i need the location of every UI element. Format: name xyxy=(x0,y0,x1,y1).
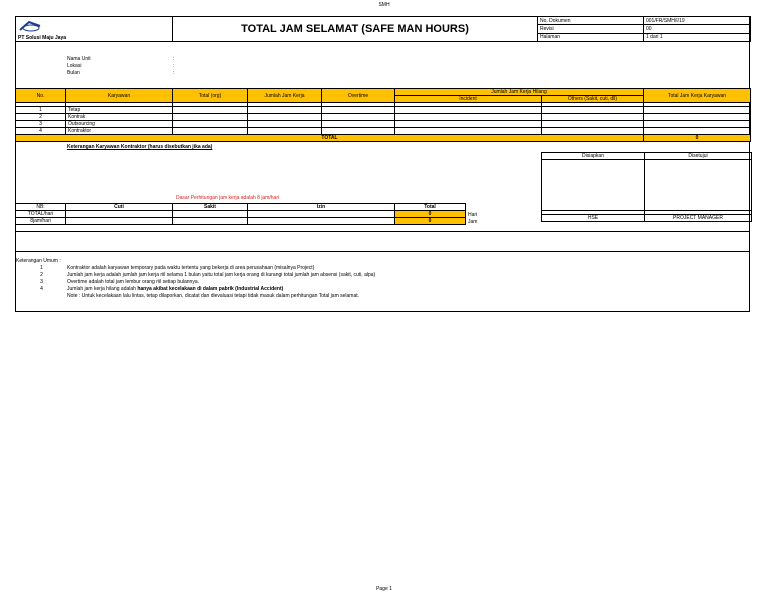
col-total: Total (org) xyxy=(173,89,248,103)
kontraktor-note: Keterangan Karyawan Kontraktor (harus disebutkan jika ada) xyxy=(67,144,213,150)
company-cell xyxy=(16,17,173,42)
page-header: SMH xyxy=(378,2,390,8)
absence-table xyxy=(15,203,466,225)
table-row xyxy=(16,114,751,121)
absence-sakit: Sakit xyxy=(173,204,248,211)
notes-list xyxy=(16,265,749,300)
list-item xyxy=(16,286,749,293)
divider xyxy=(16,231,749,232)
absence-row-label: TOTAL/hari xyxy=(16,211,66,218)
company-name: PT Solusi Maju Jaya xyxy=(18,35,67,41)
form-title: TOTAL JAM SELAMAT (SAFE MAN HOURS) xyxy=(173,17,538,42)
prepared-by: HSE xyxy=(542,215,645,222)
row-no: 3 xyxy=(16,121,66,128)
col-karyawan: Karyawan xyxy=(66,89,173,103)
absence-row-total: 0 xyxy=(395,218,466,225)
note-no: 4 xyxy=(40,286,43,292)
absence-total: Total xyxy=(395,204,466,211)
info-fields xyxy=(67,56,174,77)
form-header xyxy=(15,16,751,42)
note-text: Jumlah jam kerja hilang adalah xyxy=(67,286,138,292)
month-label: Bulan xyxy=(67,70,80,76)
company-logo-icon xyxy=(19,20,41,32)
unit-name-label: Nama Unit xyxy=(67,56,91,62)
col-incident: Incident xyxy=(395,96,542,103)
note-no: 2 xyxy=(40,272,43,278)
absence-nb: NB: xyxy=(16,204,66,211)
page-label: Halaman xyxy=(538,33,644,41)
row-no: 4 xyxy=(16,128,66,135)
form-sheet xyxy=(15,16,750,312)
note-text-bold: hanya akibat kecelakaan di dalam pabrik (Industrial Accident) xyxy=(137,286,284,292)
prepared-label: Disiapkan xyxy=(542,153,645,160)
revision-label: Revisi xyxy=(538,25,644,33)
col-jam-kerja: Jumlah Jam Kerja xyxy=(248,89,322,103)
absence-cuti: Cuti xyxy=(66,204,173,211)
approved-label: Disetujui xyxy=(645,153,752,160)
note-text: Overtime adalah total jam lembur orang riil setiap bulannya. xyxy=(67,279,200,285)
table-row xyxy=(16,128,751,135)
list-item xyxy=(16,279,749,286)
location-label: Lokasi xyxy=(67,63,82,69)
row-no: 1 xyxy=(16,107,66,114)
col-no: No. xyxy=(16,89,66,103)
page-footer: Page 1 xyxy=(376,586,392,592)
approved-by: PROJECT MANAGER xyxy=(645,215,752,222)
note-text: Kontraktor adalah karyawan temporary pada waktu tertentu yang bekerja di area perusahaan (misalnya Project) xyxy=(67,265,315,271)
notes-title: Keterangan Umum : xyxy=(16,258,61,264)
basis-note: Dasar Perhitungan jam kerja adalah 8 jam/hari xyxy=(176,195,280,201)
absence-row-total: 0 xyxy=(395,211,466,218)
prepared-signature xyxy=(542,160,645,211)
total-value: 0 xyxy=(644,135,751,142)
col-jam-hilang: Jumlah Jam Kerja Hilang xyxy=(395,89,644,96)
page-value: 1 dari 1 xyxy=(644,33,751,41)
approval-box xyxy=(541,152,752,222)
unit-hari: Hari xyxy=(468,212,478,218)
absence-row-label: 8jam/hari xyxy=(16,218,66,225)
col-total-jam: Total Jam Kerja Karyawan xyxy=(644,89,751,103)
unit-name-sep: : xyxy=(173,56,175,62)
note-no: 3 xyxy=(40,279,43,285)
doc-number-value: 001/FR/SMH/I/19 xyxy=(644,17,751,25)
approved-signature xyxy=(645,160,752,211)
list-item xyxy=(16,272,749,279)
divider xyxy=(16,251,749,252)
list-item xyxy=(16,265,749,272)
row-name: Kontrak xyxy=(66,114,173,121)
col-overtime: Overtime xyxy=(322,89,395,103)
total-label: TOTAL xyxy=(16,135,644,142)
unit-jam: Jam xyxy=(468,219,478,225)
manhours-table xyxy=(15,88,751,142)
row-no: 2 xyxy=(16,114,66,121)
note-no: 1 xyxy=(40,265,43,271)
row-name: Outsourcing xyxy=(66,121,173,128)
table-row xyxy=(16,107,751,114)
absence-izin: Izin xyxy=(248,204,395,211)
col-others: Others (Sakit, cuti, dll) xyxy=(542,96,644,103)
location-sep: : xyxy=(173,63,175,69)
note-text: Jumlah jam kerja adalah jumlah jam kerja riil selama 1 bulan yaitu total jam kerja orang di kurangi total jumlah jam absensi (sakit, cuti, alpa) xyxy=(67,272,376,278)
table-row xyxy=(16,121,751,128)
month-sep: : xyxy=(173,70,175,76)
note-extra: Note : Untuk kecelakaan lalu lintas, tetap dilaporkan, dicatat dan dievaluasi tetapi tidak masuk dalam perhitungan Total jam selamat. xyxy=(67,293,360,299)
row-name: Tetap xyxy=(66,107,173,114)
row-name: Kontraktor xyxy=(66,128,173,135)
revision-value: 00 xyxy=(644,25,751,33)
doc-number-label: No. Dokumen xyxy=(538,17,644,25)
